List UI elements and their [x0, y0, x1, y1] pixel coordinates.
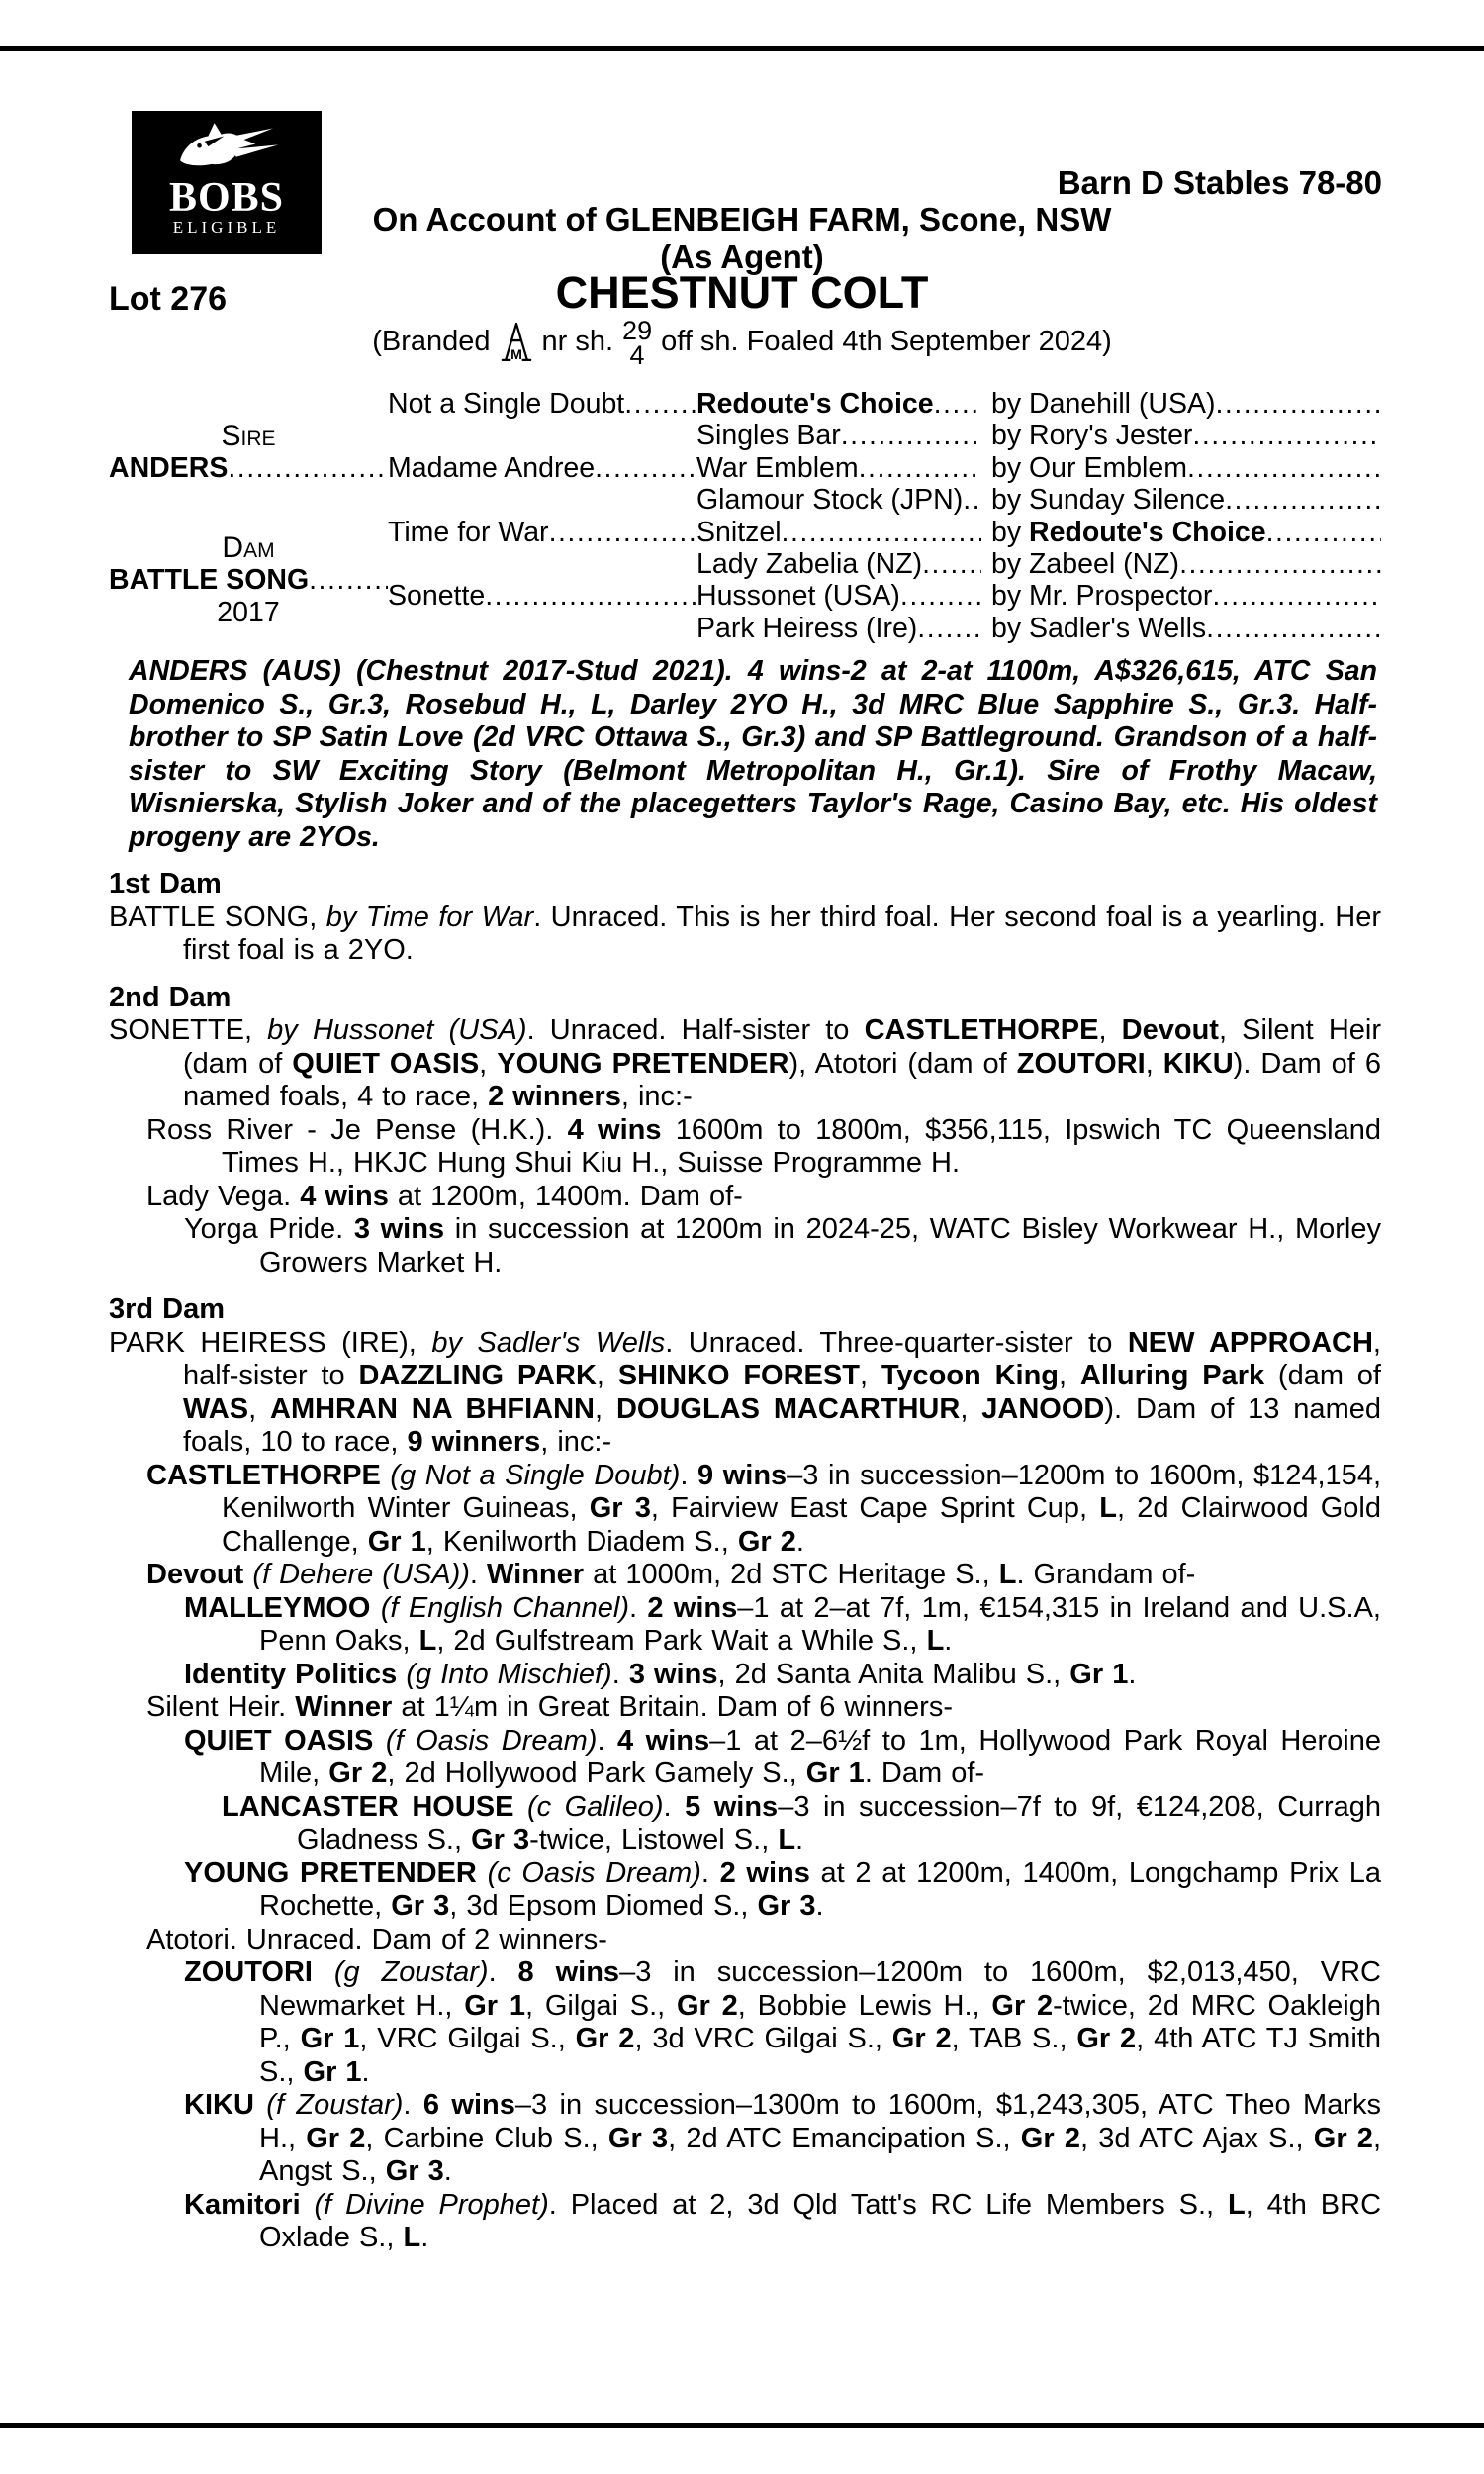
- ancestor-cell: [696, 580, 981, 612]
- logo-text-eligible: ELIGIBLE: [172, 218, 281, 237]
- horse-head-icon: [162, 117, 291, 178]
- lot-number: Lot 276: [109, 280, 228, 318]
- dot-leader: [963, 484, 981, 516]
- brand-number-bottom: 4: [629, 340, 645, 370]
- dot-leader: [1216, 388, 1382, 420]
- bottom-rule: [0, 2423, 1484, 2428]
- ancestor-name: Park Heiress (Ire): [696, 612, 918, 644]
- as-agent-line: (As Agent): [660, 238, 824, 275]
- dot-leader: [1187, 452, 1381, 484]
- ancestor-by: by Zabeel (NZ): [991, 547, 1180, 580]
- ancestor-sire-cell: [981, 452, 1381, 484]
- dot-leader: [922, 548, 981, 580]
- dot-leader: [841, 420, 981, 451]
- pedigree-entry: Devout (f Dehere (USA)). Winner at 1000m, 2d STC Heritage S., L. Grandam of-: [146, 1559, 1196, 1590]
- pedigree-entry: ZOUTORI (g Zoustar). 8 wins–3 in succession–1200m to 1600m, $2,013,450, VRC Newmarket H., Gr 1, Gilgai S., Gr 2, Bobbie Lewis H., Gr 2-twice, 2d MRC Oakleigh P., Gr 1, VRC Gilgai S., Gr 2, 3d VRC Gilgai S., Gr 2, TAB S., Gr 2, 4th ATC TJ Smith S., Gr 1.: [184, 1956, 1382, 2088]
- pedigree-entry: YOUNG PRETENDER (c Oasis Dream). 2 wins at 2 at 1200m, 1400m, Longchamp Prix La Rochette, Gr 3, 3d Epsom Diomed S., Gr 3.: [184, 1856, 1381, 1922]
- ancestor-cell: [696, 420, 981, 451]
- dot-leader: [782, 517, 981, 548]
- dot-leader: [485, 580, 696, 613]
- pedigree-entry: LANCASTER HOUSE (c Galileo). 5 wins–3 in succession–7f to 9f, €124,208, Curragh Gladness S., Gr 3-twice, Listowel S., L.: [222, 1790, 1381, 1856]
- ancestor-cell: [696, 548, 981, 580]
- pedigree-entry: Lady Vega. 4 wins at 1200m, 1400m. Dam of-: [146, 1180, 743, 1212]
- ancestor-name: Glamour Stock (JPN): [696, 484, 964, 517]
- ancestor-sire-cell: [981, 484, 1381, 516]
- pedigree-table: [109, 388, 1381, 644]
- ancestor-sire-cell: [981, 420, 1381, 451]
- ancestor-cell: [696, 613, 981, 644]
- ancestor-sire-cell: [981, 580, 1381, 612]
- near-shoulder-label: nr sh.: [541, 325, 614, 357]
- grandsire-cell: [388, 517, 696, 581]
- pedigree-entry: CASTLETHORPE (g Not a Single Doubt). 9 wins–3 in succession–1200m to 1600m, $124,154, Kenilworth Winter Guineas, Gr 3, Fairview East Cape Sprint Cup, L, 2d Clairwood Gold Challenge, Gr 1, Kenilworth Diadem S., Gr 2.: [146, 1459, 1382, 1558]
- pedigree-entry: Yorga Pride. 3 wins in succession at 1200m in 2024-25, WATC Bisley Workwear H., Morley Growers Market H.: [184, 1213, 1381, 1279]
- pedigree-details: [109, 647, 1381, 2255]
- ancestor-sire-cell: [981, 517, 1381, 548]
- brand-number: [622, 316, 653, 370]
- ancestor-sire-cell: [981, 548, 1381, 580]
- pedigree-entry: MALLEYMOO (f English Channel). 2 wins–1 at 2–at 7f, 1m, €154,315 in Ireland and U.S.A, Penn Oaks, L, 2d Gulfstream Park Wait a While S., L.: [184, 1591, 1381, 1657]
- dam-label: Dam: [222, 530, 275, 564]
- ancestor-cell: [696, 452, 981, 484]
- pedigree-entry: Atotori. Unraced. Dam of 2 winners-: [146, 1923, 607, 1955]
- ancestor-cell: [696, 484, 981, 516]
- pedigree-entry: QUIET OASIS (f Oasis Dream). 4 wins–1 at 2–6½f to 1m, Hollywood Park Royal Heroine Mile, Gr 2, 2d Hollywood Park Gamely S., Gr 1. Dam of-: [184, 1724, 1381, 1789]
- pedigree-entry: BATTLE SONG, by Time for War. Unraced. This is her third foal. Her second foal is a yearling. Her first foal is a 2YO.: [109, 901, 1381, 966]
- barn-stables-label: Barn D Stables 78-80: [1057, 164, 1382, 201]
- dot-leader: [934, 388, 981, 420]
- dot-leader: [1225, 484, 1381, 516]
- granddam-cell: [388, 452, 696, 517]
- ancestor-by: by Rory's Jester: [991, 420, 1193, 452]
- dam-section-heading: 3rd Dam: [109, 1293, 226, 1325]
- ancestor-by: by Our Emblem: [991, 451, 1187, 484]
- ancestor-by: by Danehill (USA): [991, 388, 1216, 420]
- dam-block: [109, 517, 388, 645]
- ancestor-by: by Mr. Prospector: [991, 580, 1213, 613]
- branding-line: [0, 316, 1484, 370]
- dam-name: BATTLE SONG: [109, 563, 310, 596]
- dot-leader: [859, 452, 981, 484]
- logo-text-bobs: BOBS: [168, 175, 285, 221]
- brand-number-top: 29: [622, 316, 653, 345]
- dot-leader: [900, 580, 981, 612]
- vendor-account-line: On Account of GLENBEIGH FARM, Scone, NSW: [372, 201, 1112, 238]
- dam-section-heading: 2nd Dam: [109, 981, 232, 1013]
- dot-leader: [1266, 517, 1381, 548]
- dot-leader: [1179, 548, 1381, 580]
- svg-text:M: M: [510, 346, 522, 363]
- grandparent-name: Not a Single Doubt: [388, 388, 625, 420]
- dot-leader: [624, 388, 696, 421]
- ancestor-by: by Redoute's Choice: [991, 516, 1266, 548]
- pedigree-entry: SONETTE, by Hussonet (USA). Unraced. Half-sister to CASTLETHORPE, Devout, Silent Heir (dam of QUIET OASIS, YOUNG PRETENDER), Atotori (dam of ZOUTORI, KIKU). Dam of 6 named foals, 4 to race, 2 winners, inc:-: [109, 1014, 1382, 1112]
- ancestor-by: by Sunday Silence: [991, 484, 1226, 517]
- sire-name: ANDERS: [109, 451, 229, 484]
- ancestor-name: War Emblem: [696, 451, 859, 484]
- dot-leader: [309, 564, 388, 597]
- foaled-label: off sh. Foaled 4th September 2024): [661, 325, 1112, 357]
- dot-leader: [1192, 420, 1381, 451]
- granddam-cell: [388, 580, 696, 644]
- ancestor-name: Hussonet (USA): [696, 580, 900, 613]
- dam-sections: [109, 868, 1381, 2255]
- ancestor-by: by Sadler's Wells: [991, 612, 1207, 644]
- sire-block: [109, 388, 388, 517]
- grandparent-name: Time for War: [388, 516, 549, 548]
- ancestor-cell: [696, 388, 981, 420]
- top-rule: [0, 46, 1484, 51]
- ancestor-name: Singles Bar: [696, 420, 841, 452]
- pedigree-entry: Ross River - Je Pense (H.K.). 4 wins 1600m to 1800m, $356,115, Ipswich TC Queensland Times H., HKJC Hung Shui Kiu H., Suisse Programme H.: [146, 1113, 1382, 1179]
- brand-mark-icon: [500, 319, 533, 364]
- grandparent-name: Sonette: [388, 580, 486, 613]
- branded-prefix: (Branded: [372, 325, 491, 357]
- grandsire-cell: [388, 388, 696, 452]
- dot-leader: [917, 613, 981, 644]
- pedigree-entry: Identity Politics (g Into Mischief). 3 wins, 2d Santa Anita Malibu S., Gr 1.: [184, 1658, 1137, 1690]
- ancestor-cell: [696, 517, 981, 548]
- dot-leader: [595, 452, 696, 485]
- ancestor-name: Snitzel: [696, 516, 782, 548]
- dam-foaling-year: 2017: [217, 596, 280, 628]
- pedigree-entry: KIKU (f Zoustar). 6 wins–3 in succession–1300m to 1600m, $1,243,305, ATC Theo Marks H., Gr 2, Carbine Club S., Gr 3, 2d ATC Emancipation S., Gr 2, 3d ATC Ajax S., Gr 2, Angst S., Gr 3.: [184, 2089, 1381, 2187]
- ancestor-sire-cell: [981, 388, 1381, 420]
- dot-leader: [549, 517, 696, 549]
- pedigree-entry: PARK HEIRESS (IRE), by Sadler's Wells. Unraced. Three-quarter-sister to NEW APPROACH, half-sister to DAZZLING PARK, SHINKO FOREST, Tycoon King, Alluring Park (dam of WAS, AMHRAN NA BHFIANN, DOUGLAS MACARTHUR, JANOOD). Dam of 13 named foals, 10 to race, 9 winners, inc:-: [109, 1326, 1381, 1458]
- ancestor-name: Lady Zabelia (NZ): [696, 547, 923, 580]
- pedigree-entry: Kamitori (f Divine Prophet). Placed at 2, 3d Qld Tatt's RC Life Members S., L, 4th BRC Oxlade S., L.: [184, 2188, 1382, 2253]
- page-title: CHESTNUT COLT: [555, 267, 929, 318]
- dot-leader: [1206, 613, 1381, 644]
- pedigree-entry: Silent Heir. Winner at 1¼m in Great Britain. Dam of 6 winners-: [146, 1691, 953, 1723]
- dam-section-heading: 1st Dam: [109, 868, 222, 900]
- dot-leader: [228, 452, 388, 485]
- grandparent-name: Madame Andree: [388, 451, 596, 484]
- sire-race-record: ANDERS (AUS) (Chestnut 2017-Stud 2021). 4 wins-2 at 2-at 1100m, A$326,615, ATC San Domenico S., Gr.3, Rosebud H., L, Darley 2YO H., 3d MRC Blue Sapphire S., Gr.3. Half-brother to SP Satin Love (2d VRC Ottawa S., Gr.3) and SP Battleground. Grandson of a half-sister to SW Exciting Story (Belmont Metropolitan H., Gr.1). Sire of Frothy Macaw, Wisnierska, Stylish Joker and of the placegetters Taylor's Rage, Casino Bay, etc. His oldest progeny are 2YOs.: [129, 655, 1377, 853]
- sire-label: Sire: [221, 419, 276, 452]
- ancestor-name: Redoute's Choice: [696, 388, 934, 420]
- dot-leader: [1212, 580, 1381, 612]
- ancestor-sire-cell: [981, 613, 1381, 644]
